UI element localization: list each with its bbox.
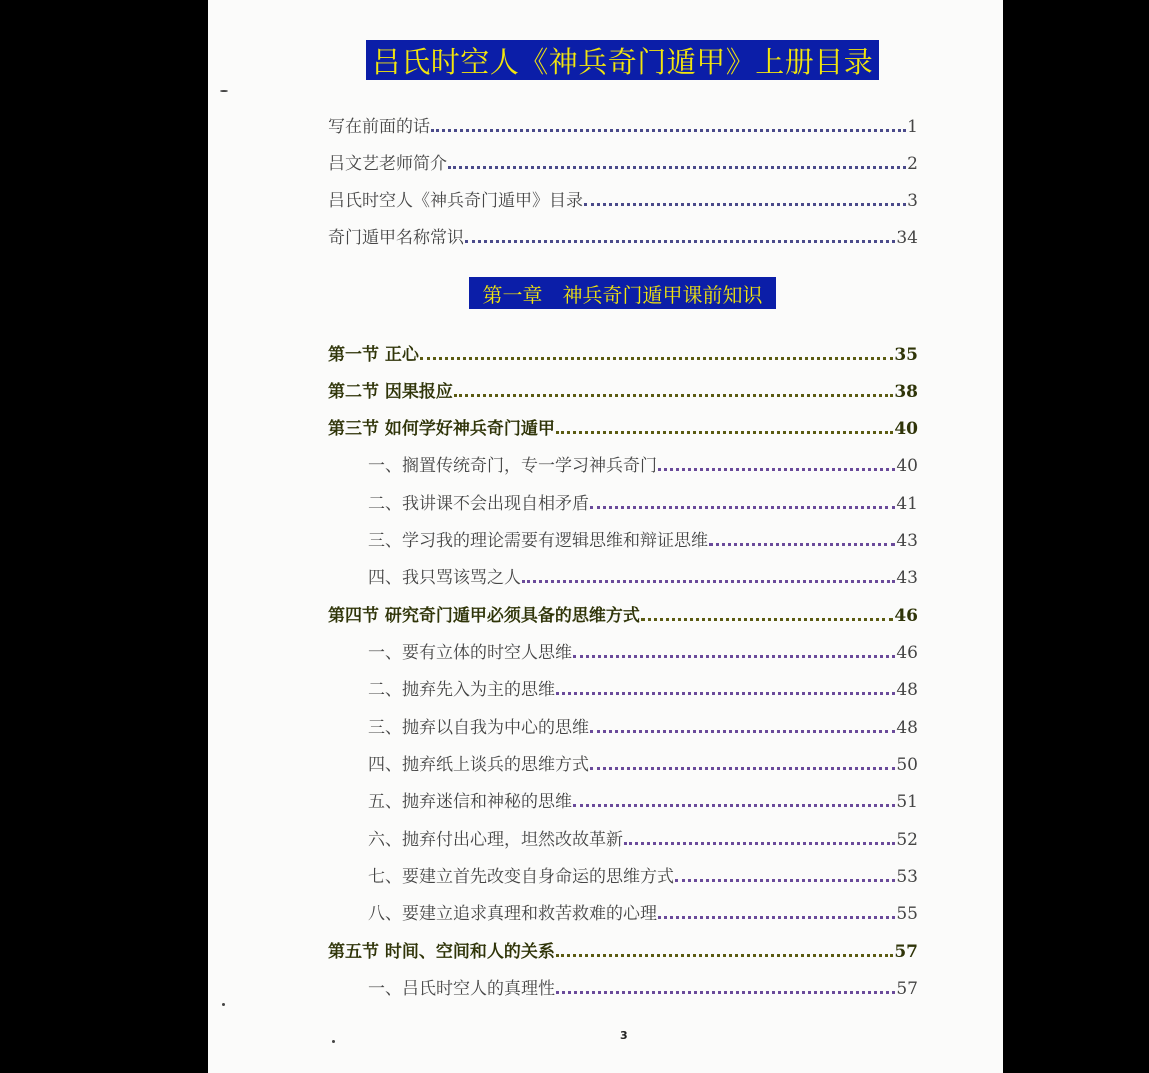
toc-page-number: 40 [894,419,918,439]
toc-section-row[interactable] [328,937,918,963]
dot-leader [556,991,895,994]
toc-page-number: 53 [896,867,918,887]
dot-leader [624,842,895,845]
dot-leader [556,692,895,695]
toc-page-number: 46 [896,643,918,663]
toc-label: 第二节 因果报应 [328,382,453,402]
toc-label: 一、吕氏时空人的真理性 [368,979,555,999]
toc-page-number: 48 [896,680,918,700]
toc-label: 第三节 如何学好神兵奇门遁甲 [328,419,555,439]
toc-sub-row[interactable] [368,675,918,701]
toc-row[interactable] [328,223,918,249]
dot-leader [556,431,893,434]
scan-speck [332,1040,335,1043]
dot-leader [454,394,893,397]
scan-speck [220,90,228,92]
chapter-heading: 第一章 神兵奇门遁甲课前知识 [482,282,763,307]
toc-sub-row[interactable] [368,638,918,664]
toc-row[interactable] [328,186,918,212]
toc-sub-row[interactable] [368,974,918,1000]
toc-label: 二、抛弃先入为主的思维 [368,680,555,700]
toc-label: 六、抛弃付出心理，坦然改故革新 [368,830,623,850]
title-banner [366,40,879,80]
document-page [208,0,1003,1073]
toc-sub-row[interactable] [368,750,918,776]
dot-leader [641,618,893,621]
toc-sub-row[interactable] [368,899,918,925]
toc-page-number: 51 [896,792,918,812]
toc-label: 三、学习我的理论需要有逻辑思维和辩证思维 [368,531,708,551]
toc-sub-row[interactable] [368,862,918,888]
chapter-banner [469,277,776,309]
toc-label: 第五节 时间、空间和人的关系 [328,942,555,962]
toc-label: 一、要有立体的时空人思维 [368,643,572,663]
toc-label: 一、搁置传统奇门，专一学习神兵奇门 [368,456,657,476]
toc-page-number: 57 [896,979,918,999]
toc-page-number: 34 [896,228,918,248]
toc-page-number: 57 [894,942,918,962]
toc-page-number: 38 [894,382,918,402]
toc-page-number: 46 [894,606,918,626]
toc-label: 七、要建立首先改变自身命运的思维方式 [368,867,674,887]
toc-page-number: 48 [896,718,918,738]
dot-leader [590,730,895,733]
toc-label: 吕文艺老师简介 [328,154,447,174]
toc-sub-row[interactable] [368,713,918,739]
dot-leader [522,580,895,583]
dot-leader [431,129,906,132]
dot-leader [584,203,906,206]
scan-speck [222,1003,225,1006]
toc-section-row[interactable] [328,601,918,627]
dot-leader [709,543,895,546]
toc-sub-row[interactable] [368,526,918,552]
toc-sub-row[interactable] [368,563,918,589]
toc-sub-row[interactable] [368,489,918,515]
toc-label: 奇门遁甲名称常识 [328,228,464,248]
toc-sub-row[interactable] [368,451,918,477]
dot-leader [465,240,895,243]
page-number: 3 [620,1029,628,1042]
dot-leader [448,166,906,169]
toc-label: 三、抛弃以自我为中心的思维 [368,718,589,738]
toc-sub-row[interactable] [368,787,918,813]
toc-page-number: 43 [896,531,918,551]
toc-label: 第一节 正心 [328,345,419,365]
toc-label: 第四节 研究奇门遁甲必须具备的思维方式 [328,606,640,626]
toc-page-number: 2 [907,154,918,174]
toc-label: 四、我只骂该骂之人 [368,568,521,588]
toc-row[interactable] [328,112,918,138]
dot-leader [420,357,893,360]
toc-section-row[interactable] [328,377,918,403]
dot-leader [590,767,895,770]
dot-leader [556,954,893,957]
toc-label: 四、抛弃纸上谈兵的思维方式 [368,755,589,775]
toc-page-number: 43 [896,568,918,588]
toc-page-number: 3 [907,191,918,211]
toc-label: 写在前面的话 [328,117,430,137]
dot-leader [573,804,895,807]
toc-label: 八、要建立追求真理和救苦救难的心理 [368,904,657,924]
page-title: 吕氏时空人《神兵奇门遁甲》上册目录 [371,44,874,79]
toc-page-number: 41 [896,494,918,514]
toc-label: 五、抛弃迷信和神秘的思维 [368,792,572,812]
toc-label: 吕氏时空人《神兵奇门遁甲》目录 [328,191,583,211]
toc-row[interactable] [328,149,918,175]
toc-page-number: 52 [896,830,918,850]
dot-leader [590,506,895,509]
toc-label: 二、我讲课不会出现自相矛盾 [368,494,589,514]
toc-sub-row[interactable] [368,825,918,851]
dot-leader [675,879,895,882]
dot-leader [573,655,895,658]
toc-page-number: 55 [896,904,918,924]
toc-section-row[interactable] [328,414,918,440]
toc-page-number: 40 [896,456,918,476]
toc-section-row[interactable] [328,340,918,366]
toc-page-number: 1 [907,117,918,137]
dot-leader [658,468,895,471]
dot-leader [658,916,895,919]
toc-page-number: 50 [896,755,918,775]
toc-page-number: 35 [894,345,918,365]
